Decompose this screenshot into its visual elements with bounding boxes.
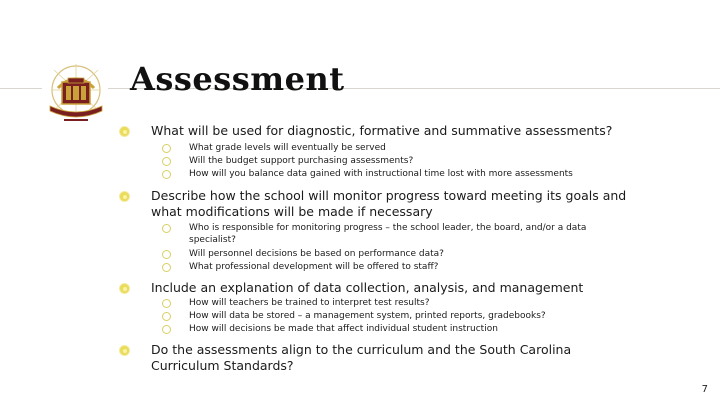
bullet-icon bbox=[120, 192, 129, 201]
page-number: 7 bbox=[701, 384, 708, 395]
sub-item-text: Will the budget support purchasing assessments? bbox=[189, 156, 414, 166]
sub-bullet-icon bbox=[162, 170, 171, 179]
sub-item-text: How will teachers be trained to interpret test results? bbox=[189, 298, 430, 308]
sub-item-text: Will personnel decisions be based on performance data? bbox=[189, 249, 444, 259]
sub-bullet-icon bbox=[162, 263, 171, 272]
sub-bullet-icon bbox=[162, 312, 171, 321]
sub-bullet-icon bbox=[162, 250, 171, 259]
item-text: Include an explanation of data collection, analysis, and management bbox=[151, 280, 584, 295]
bullet-icon bbox=[120, 127, 129, 136]
bullet-icon bbox=[120, 346, 129, 355]
sub-bullet-icon bbox=[162, 299, 171, 308]
sub-item-text: How will data be stored – a management system, printed reports, gradebooks? bbox=[189, 311, 546, 321]
bullet-icon bbox=[120, 284, 129, 293]
slide-title: Assessment bbox=[130, 60, 345, 98]
sub-bullet-icon bbox=[162, 144, 171, 153]
sub-bullet-icon bbox=[162, 224, 171, 233]
school-crest-logo-icon bbox=[44, 60, 108, 126]
sub-item-text: How will you balance data gained with instructional time lost with more assessments bbox=[189, 169, 573, 179]
item-text: What will be used for diagnostic, formative and summative assessments? bbox=[151, 123, 613, 138]
sub-item-text: Who is responsible for monitoring progress – the school leader, the board, and/or a data specialist? bbox=[189, 223, 587, 246]
sub-bullet-icon bbox=[162, 157, 171, 166]
title-rule-left bbox=[0, 88, 42, 89]
item-text: Describe how the school will monitor progress toward meeting its goals and what modifications will be made if necessary bbox=[151, 188, 627, 219]
sub-item-text: What grade levels will eventually be served bbox=[189, 143, 386, 153]
sub-item-text: What professional development will be offered to staff? bbox=[189, 262, 439, 272]
item-text: Do the assessments align to the curriculum and the South Carolina Curriculum Standards? bbox=[151, 342, 572, 373]
sub-bullet-icon bbox=[162, 325, 171, 334]
sub-item-text: How will decisions be made that affect individual student instruction bbox=[189, 324, 498, 334]
